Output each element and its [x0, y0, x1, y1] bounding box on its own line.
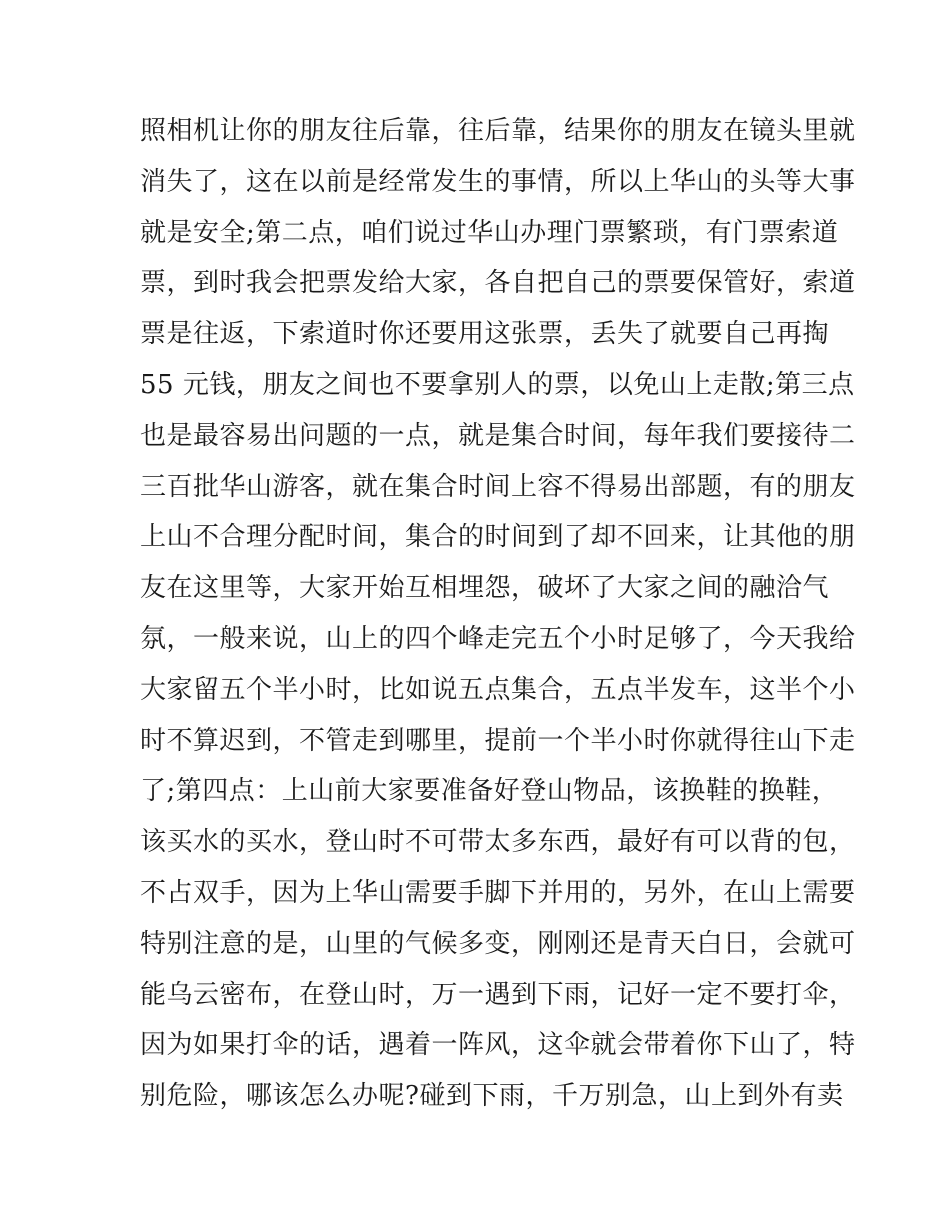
- text-line: 时不算迟到，不管走到哪里，提前一个半小时你就得往山下走: [140, 725, 856, 756]
- text-line: 能乌云密布，在登山时，万一遇到下雨，记好一定不要打伞，: [140, 979, 856, 1010]
- text-line: 不占双手，因为上华山需要手脚下并用的，另外，在山上需要: [140, 877, 856, 908]
- text-line: 消失了，这在以前是经常发生的事情，所以上华山的头等大事: [140, 166, 856, 197]
- text-line: 别危险，哪该怎么办呢?碰到下雨，千万别急，山上到外有卖: [140, 1081, 844, 1112]
- text-line: 55 元钱，朋友之间也不要拿别人的票，以免山上走散;第三点: [140, 369, 855, 400]
- text-line: 友在这里等，大家开始互相埋怨，破坏了大家之间的融洽气: [140, 573, 830, 604]
- text-line: 也是最容易出问题的一点，就是集合时间，每年我们要接待二: [140, 420, 856, 451]
- text-line: 票，到时我会把票发给大家，各自把自己的票要保管好，索道: [140, 268, 856, 299]
- text-line: 照相机让你的朋友往后靠，往后靠，结果你的朋友在镜头里就: [140, 116, 856, 146]
- text-line: 三百批华山游客，就在集合时间上容不得易出部题，有的朋友: [140, 471, 856, 502]
- text-line: 上山不合理分配时间，集合的时间到了却不回来，让其他的朋: [140, 522, 856, 553]
- text-line: 氛，一般来说，山上的四个峰走完五个小时足够了，今天我给: [140, 623, 856, 654]
- body-text: [140, 106, 856, 1122]
- text-line: 票是往返，下索道时你还要用这张票，丢失了就要自己再掏: [140, 319, 830, 350]
- text-line: 该买水的买水，登山时不可带太多东西，最好有可以背的包，: [140, 827, 856, 858]
- text-line: 就是安全;第二点，咱们说过华山办理门票繁琐，有门票索道: [140, 217, 839, 248]
- text-line: 因为如果打伞的话，遇着一阵风，这伞就会带着你下山了，特: [140, 1030, 856, 1061]
- text-line: 了;第四点：上山前大家要准备好登山物品，该换鞋的换鞋，: [140, 776, 839, 807]
- text-line: 特别注意的是，山里的气候多变，刚刚还是青天白日，会就可: [140, 928, 856, 959]
- text-line: 大家留五个半小时，比如说五点集合，五点半发车，这半个小: [140, 674, 856, 705]
